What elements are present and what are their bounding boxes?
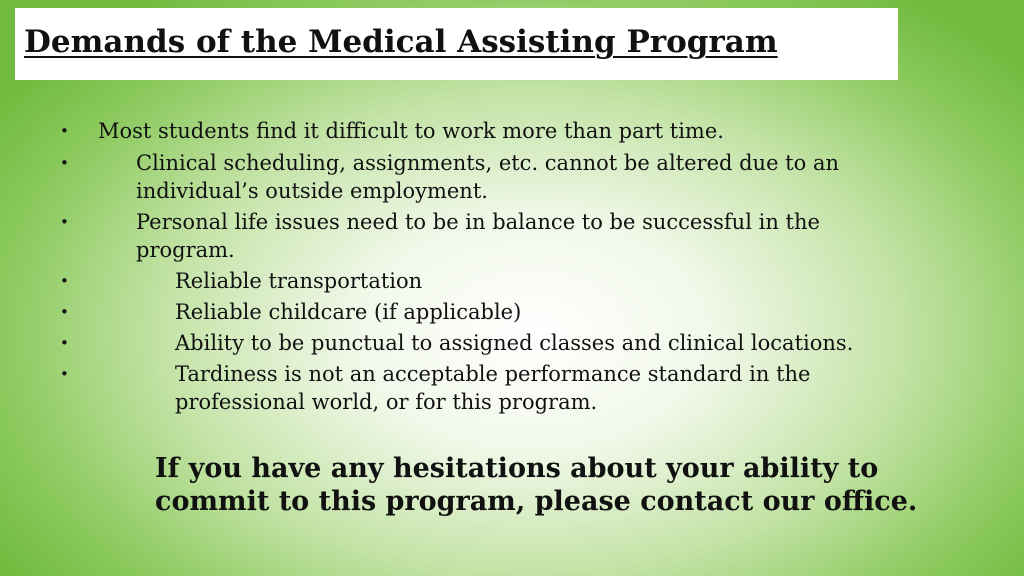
bullet-icon: • (60, 213, 69, 231)
callout-text: If you have any hesitations about your ability to commit to this program, please contact our office. (155, 453, 918, 517)
bullet-icon: • (60, 122, 69, 140)
bullet-item (60, 208, 896, 264)
bullet-list (60, 117, 996, 416)
slide-title: Demands of the Medical Assisting Program (24, 24, 778, 60)
bullet-item (60, 329, 895, 357)
bullet-item (60, 149, 896, 205)
bullet-text: Reliable childcare (if applicable) (175, 300, 522, 324)
bullet-icon: • (60, 365, 69, 383)
bullet-text: Reliable transportation (175, 269, 423, 293)
bullet-item (60, 117, 918, 145)
bullet-text: Most students find it difficult to work more than part time. (98, 119, 724, 143)
bullet-text: Ability to be punctual to assigned classes and clinical locations. (175, 331, 854, 355)
bullet-item (60, 360, 895, 416)
bullet-text: Clinical scheduling, assignments, etc. cannot be altered due to an individual’s outside employment. (136, 151, 839, 203)
bullet-text: Tardiness is not an acceptable performance standard in the professional world, or for this program. (175, 362, 811, 414)
bullet-icon: • (60, 334, 69, 352)
bullet-item (60, 267, 895, 295)
bullet-icon: • (60, 154, 69, 172)
slide-content (60, 117, 996, 419)
title-box (15, 8, 898, 80)
bullet-item (60, 298, 895, 326)
bullet-icon: • (60, 303, 69, 321)
bullet-text: Personal life issues need to be in balance to be successful in the program. (136, 210, 820, 262)
bullet-icon: • (60, 272, 69, 290)
